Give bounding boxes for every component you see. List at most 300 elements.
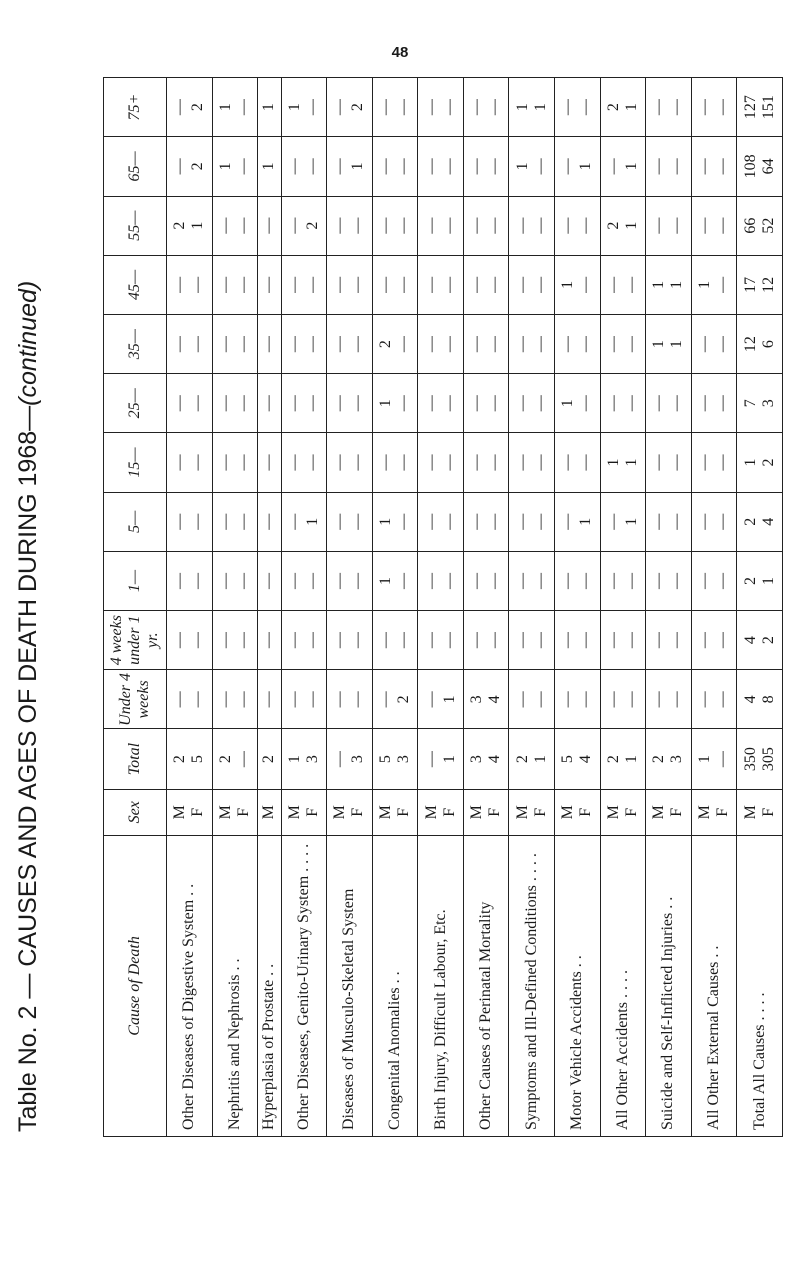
table-row	[600, 78, 646, 1137]
value: —	[559, 632, 577, 649]
value-cell	[737, 78, 783, 137]
column-header: Cause of Death	[104, 835, 167, 1136]
value: —	[349, 395, 367, 412]
value-cell	[372, 255, 418, 314]
table-body	[167, 78, 783, 1137]
value: —	[234, 276, 252, 293]
sex-cell	[212, 789, 258, 835]
value: —	[234, 217, 252, 234]
sex-label: F	[759, 807, 777, 817]
value-cell	[372, 433, 418, 492]
value: —	[604, 336, 622, 353]
value: 1	[216, 162, 234, 171]
value-cell	[646, 551, 692, 610]
value-cell	[167, 670, 213, 729]
value-cell	[167, 729, 213, 789]
value: —	[513, 217, 531, 234]
value-cell	[463, 433, 509, 492]
value: —	[604, 632, 622, 649]
value: 1	[622, 755, 640, 764]
value-cell	[691, 551, 737, 610]
value-cell	[418, 492, 464, 551]
value-cell	[258, 374, 281, 433]
sex-label: M	[377, 805, 394, 820]
sex-label: F	[303, 807, 321, 817]
value: —	[331, 158, 349, 175]
value: —	[440, 99, 458, 116]
value: —	[285, 217, 303, 234]
value: 8	[759, 695, 777, 704]
value: 1	[531, 755, 549, 764]
value: 1	[759, 576, 777, 585]
value: 2	[189, 162, 207, 171]
value-cell	[167, 255, 213, 314]
value-cell	[691, 255, 737, 314]
value: —	[577, 336, 595, 353]
value: 1	[622, 517, 640, 526]
cause-of-death-cell: Other Diseases, Genito-Urinary System . . . .	[281, 835, 327, 1136]
value: 1	[440, 695, 458, 704]
causes-ages-table	[103, 77, 783, 1137]
value: —	[303, 276, 321, 293]
value: —	[349, 336, 367, 353]
value: —	[285, 276, 303, 293]
value: —	[260, 336, 278, 353]
value-cell	[212, 729, 258, 789]
value: 108	[741, 154, 759, 179]
value-cell	[372, 611, 418, 670]
sex-cell	[327, 789, 373, 835]
value: —	[577, 572, 595, 589]
value: —	[303, 691, 321, 708]
value-cell	[167, 314, 213, 373]
value-cell	[509, 374, 555, 433]
value-cell	[281, 433, 327, 492]
value: —	[696, 336, 714, 353]
value: —	[668, 632, 686, 649]
value: —	[486, 99, 504, 116]
value-cell	[646, 314, 692, 373]
table-row	[509, 78, 555, 1137]
value: 3	[468, 695, 486, 704]
value-cell	[691, 492, 737, 551]
value-cell	[281, 551, 327, 610]
value-cell	[327, 729, 373, 789]
value: —	[714, 217, 732, 234]
value-cell	[258, 433, 281, 492]
value-cell	[646, 611, 692, 670]
value: —	[513, 276, 531, 293]
value: 5	[559, 755, 577, 764]
value: 2	[216, 755, 234, 764]
value: 2	[377, 340, 394, 349]
value: —	[468, 336, 486, 353]
value: 1	[604, 458, 622, 467]
value: —	[440, 513, 458, 530]
value: —	[468, 454, 486, 471]
value-cell	[600, 255, 646, 314]
value-cell	[258, 314, 281, 373]
value: —	[395, 217, 412, 234]
value: 17	[741, 276, 759, 293]
value: —	[303, 632, 321, 649]
value-cell	[463, 611, 509, 670]
value: —	[714, 572, 732, 589]
value: —	[622, 336, 640, 353]
value: —	[260, 454, 278, 471]
value: —	[422, 395, 440, 412]
table-row	[691, 78, 737, 1137]
value: —	[331, 217, 349, 234]
value: —	[440, 395, 458, 412]
value-cell	[600, 137, 646, 196]
value-cell	[737, 433, 783, 492]
value-cell	[509, 492, 555, 551]
value-cell	[258, 670, 281, 729]
value: —	[422, 513, 440, 530]
column-header: Sex	[104, 789, 167, 835]
column-header: 5—	[104, 492, 167, 551]
value: —	[559, 513, 577, 530]
value: 3	[468, 755, 486, 764]
value-cell	[463, 374, 509, 433]
value: —	[171, 158, 189, 175]
value: —	[216, 572, 234, 589]
value-cell	[646, 255, 692, 314]
column-header: 35—	[104, 314, 167, 373]
value-cell	[418, 670, 464, 729]
value-cell	[737, 670, 783, 729]
value-cell	[281, 374, 327, 433]
value: 66	[741, 217, 759, 234]
value: —	[714, 751, 732, 768]
value: —	[486, 454, 504, 471]
value: —	[440, 572, 458, 589]
value-cell	[555, 314, 601, 373]
value: 4	[486, 695, 504, 704]
value: —	[440, 217, 458, 234]
value: —	[650, 454, 668, 471]
value: —	[422, 751, 440, 768]
value: —	[714, 276, 732, 293]
value: —	[696, 691, 714, 708]
value-cell	[327, 492, 373, 551]
value-cell	[555, 374, 601, 433]
value-cell	[212, 137, 258, 196]
value: 1	[260, 162, 278, 171]
sex-label: F	[349, 807, 367, 817]
value-cell	[167, 137, 213, 196]
value: —	[234, 691, 252, 708]
value: —	[650, 158, 668, 175]
value-cell	[258, 551, 281, 610]
value-cell	[463, 78, 509, 137]
value: 1	[513, 103, 531, 112]
value-cell	[555, 551, 601, 610]
value: 12	[759, 276, 777, 293]
value: 1	[577, 517, 595, 526]
value-cell	[418, 433, 464, 492]
value: —	[714, 513, 732, 530]
value: —	[604, 276, 622, 293]
value: 1	[650, 340, 668, 349]
value-cell	[646, 78, 692, 137]
value: 1	[377, 399, 394, 408]
value: —	[189, 572, 207, 589]
table-row	[418, 78, 464, 1137]
value: —	[285, 454, 303, 471]
value-cell	[327, 374, 373, 433]
value-cell	[509, 196, 555, 255]
value: —	[234, 513, 252, 530]
value-cell	[327, 314, 373, 373]
sex-cell	[555, 789, 601, 835]
value: —	[650, 632, 668, 649]
value: 2	[759, 458, 777, 467]
sex-cell	[167, 789, 213, 835]
value-cell	[463, 551, 509, 610]
cause-of-death-cell: Diseases of Musculo-Skeletal System	[327, 835, 373, 1136]
cause-of-death-cell: Congenital Anomalies . .	[372, 835, 418, 1136]
value: —	[531, 513, 549, 530]
sex-label: F	[486, 807, 504, 817]
value: —	[331, 751, 349, 768]
value: —	[486, 336, 504, 353]
value: —	[395, 572, 412, 589]
value: —	[395, 454, 412, 471]
cause-of-death-cell: Symptoms and Ill-Defined Conditions . . . .	[509, 835, 555, 1136]
value: —	[395, 395, 412, 412]
sex-cell	[691, 789, 737, 835]
value: —	[513, 454, 531, 471]
value: —	[531, 691, 549, 708]
value: —	[577, 99, 595, 116]
value: —	[395, 632, 412, 649]
value-cell	[691, 729, 737, 789]
table-row	[372, 78, 418, 1137]
value-cell	[327, 433, 373, 492]
value: 1	[696, 280, 714, 289]
sex-label: F	[714, 807, 732, 817]
value: —	[577, 217, 595, 234]
value-cell	[418, 729, 464, 789]
value: —	[189, 513, 207, 530]
value: —	[331, 454, 349, 471]
value: —	[395, 99, 412, 116]
value-cell	[600, 492, 646, 551]
value: —	[377, 99, 394, 116]
value: —	[171, 454, 189, 471]
value: —	[486, 513, 504, 530]
value-cell	[212, 196, 258, 255]
value: 127	[741, 95, 759, 120]
value: 1	[577, 162, 595, 171]
value: 3	[668, 755, 686, 764]
value: —	[234, 454, 252, 471]
value: —	[377, 632, 394, 649]
cause-of-death-cell: Total All Causes . . . .	[737, 835, 783, 1136]
value: —	[216, 454, 234, 471]
value: —	[171, 276, 189, 293]
value: 1	[189, 221, 207, 230]
value-cell	[212, 374, 258, 433]
value: 3	[303, 755, 321, 764]
value-cell	[737, 551, 783, 610]
value: —	[486, 158, 504, 175]
value: 1	[668, 280, 686, 289]
value: —	[650, 513, 668, 530]
sex-label: F	[577, 807, 595, 817]
value: —	[622, 632, 640, 649]
value: —	[468, 99, 486, 116]
value: —	[260, 691, 278, 708]
value: —	[260, 395, 278, 412]
value: —	[604, 158, 622, 175]
value-cell	[646, 729, 692, 789]
value: 4	[741, 695, 759, 704]
value: —	[559, 454, 577, 471]
value-cell	[463, 137, 509, 196]
value: —	[622, 395, 640, 412]
value: —	[234, 572, 252, 589]
value-cell	[372, 492, 418, 551]
value: —	[234, 632, 252, 649]
value-cell	[463, 196, 509, 255]
sex-label: F	[189, 807, 207, 817]
value: 12	[741, 336, 759, 353]
value-cell	[212, 670, 258, 729]
sex-cell	[509, 789, 555, 835]
value: —	[604, 572, 622, 589]
value-cell	[555, 611, 601, 670]
sex-label: M	[604, 805, 622, 820]
value: 2	[395, 695, 412, 704]
value: —	[531, 276, 549, 293]
value: —	[696, 217, 714, 234]
sex-label: M	[260, 805, 278, 820]
value: —	[331, 276, 349, 293]
value: —	[650, 572, 668, 589]
value-cell	[258, 729, 281, 789]
value: 1	[622, 221, 640, 230]
value-cell	[281, 196, 327, 255]
value: —	[468, 158, 486, 175]
value-cell	[646, 670, 692, 729]
value: —	[260, 632, 278, 649]
value-cell	[327, 551, 373, 610]
value-cell	[372, 374, 418, 433]
value: —	[714, 99, 732, 116]
value: —	[468, 572, 486, 589]
value: 1	[377, 576, 394, 585]
value-cell	[509, 729, 555, 789]
value-cell	[555, 78, 601, 137]
value: 305	[759, 747, 777, 772]
value-cell	[167, 433, 213, 492]
value: 2	[260, 755, 278, 764]
value: —	[377, 454, 394, 471]
value: —	[234, 158, 252, 175]
value: 2	[303, 221, 321, 230]
value: 2	[650, 755, 668, 764]
value-cell	[372, 196, 418, 255]
value-cell	[212, 255, 258, 314]
value-cell	[555, 729, 601, 789]
sex-cell	[646, 789, 692, 835]
value: —	[422, 158, 440, 175]
value: —	[377, 276, 394, 293]
value: —	[285, 395, 303, 412]
value: 52	[759, 217, 777, 234]
value: —	[377, 217, 394, 234]
value-cell	[509, 137, 555, 196]
sex-label: M	[331, 805, 349, 820]
value: —	[303, 158, 321, 175]
value: —	[513, 513, 531, 530]
value-cell	[691, 137, 737, 196]
value: 2	[759, 636, 777, 645]
cause-of-death-cell: Birth Injury, Difficult Labour, Etc.	[418, 835, 464, 1136]
value: —	[303, 395, 321, 412]
sex-label: F	[668, 807, 686, 817]
value: —	[531, 217, 549, 234]
sex-cell	[737, 789, 783, 835]
value: —	[395, 336, 412, 353]
value-cell	[600, 551, 646, 610]
value-cell	[167, 78, 213, 137]
value-cell	[258, 137, 281, 196]
value-cell	[167, 611, 213, 670]
value: —	[468, 217, 486, 234]
cause-of-death-cell: Hyperplasia of Prostate . .	[258, 835, 281, 1136]
value: —	[260, 217, 278, 234]
sex-label: M	[216, 805, 234, 820]
value: 2	[171, 221, 189, 230]
value: 3	[759, 399, 777, 408]
value: —	[531, 395, 549, 412]
value: 1	[216, 103, 234, 112]
value: —	[468, 395, 486, 412]
value: —	[216, 276, 234, 293]
value-cell	[691, 78, 737, 137]
value: 1	[741, 458, 759, 467]
value: —	[349, 572, 367, 589]
value-cell	[463, 492, 509, 551]
value-cell	[418, 551, 464, 610]
value-cell	[737, 196, 783, 255]
value: —	[486, 632, 504, 649]
value: —	[331, 513, 349, 530]
value: —	[696, 158, 714, 175]
value: —	[650, 99, 668, 116]
value-cell	[281, 729, 327, 789]
value: —	[714, 336, 732, 353]
value: 1	[696, 755, 714, 764]
value: 2	[513, 755, 531, 764]
table-row	[167, 78, 213, 1137]
value-cell	[691, 314, 737, 373]
value-cell	[737, 374, 783, 433]
value-cell	[281, 492, 327, 551]
value: —	[189, 276, 207, 293]
value-cell	[281, 78, 327, 137]
value-cell	[463, 255, 509, 314]
value-cell	[737, 314, 783, 373]
value-cell	[600, 729, 646, 789]
value: —	[216, 336, 234, 353]
value: —	[714, 395, 732, 412]
value: —	[422, 336, 440, 353]
